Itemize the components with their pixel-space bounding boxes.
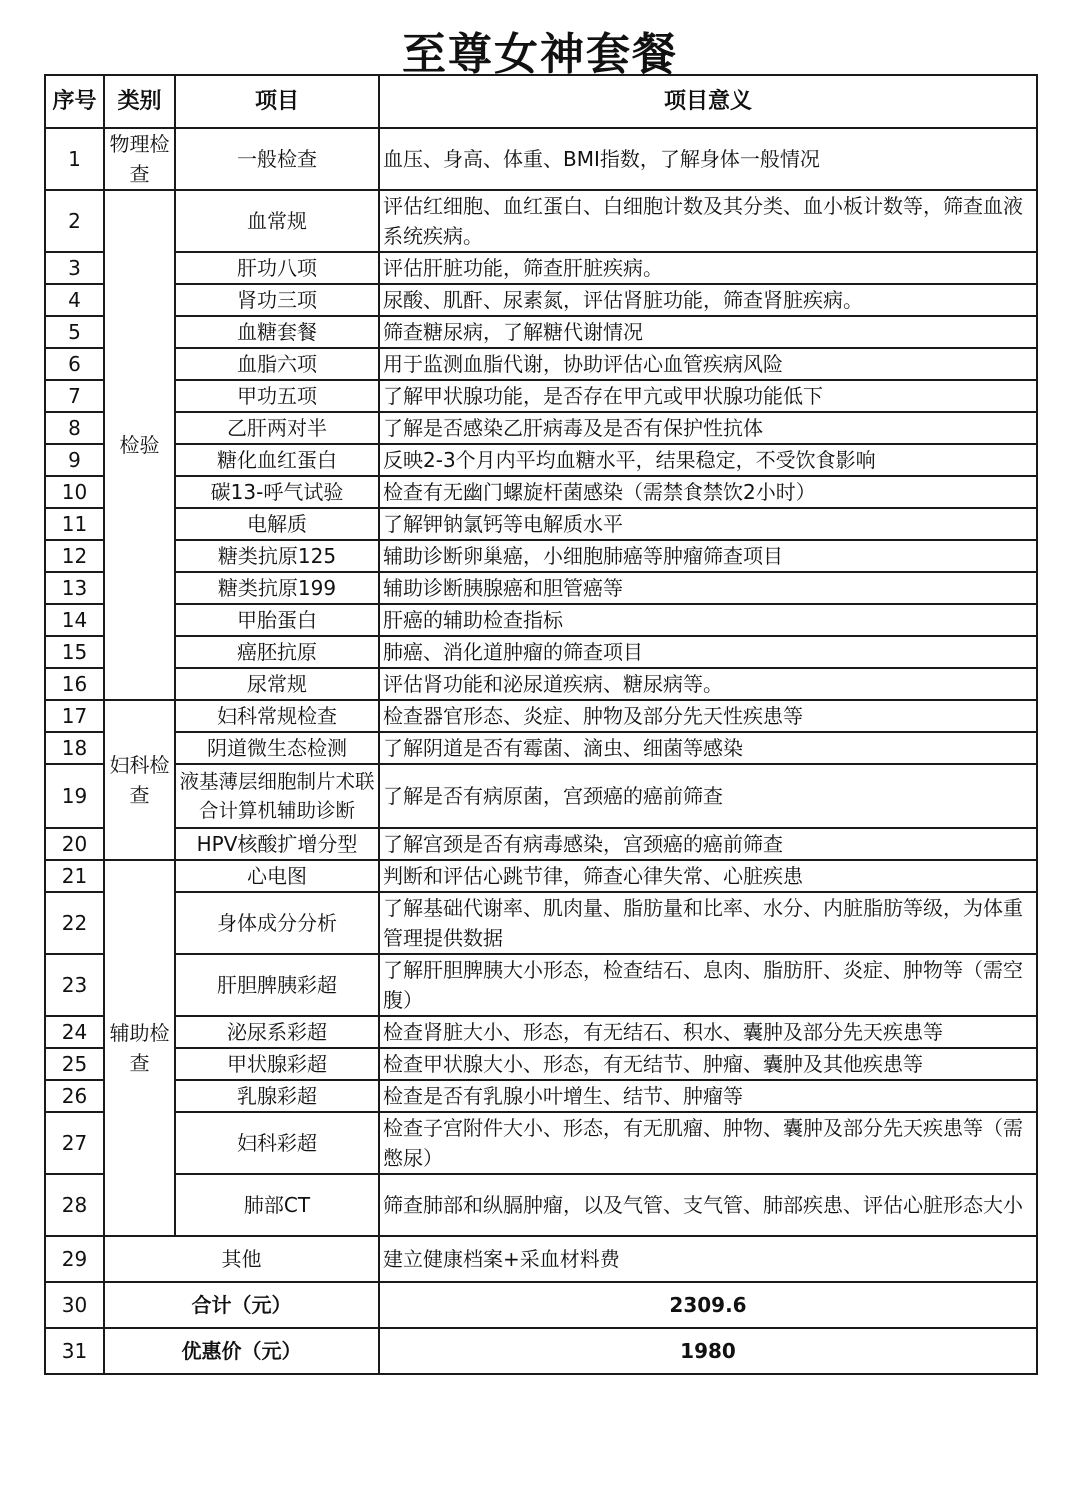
table-row [45, 636, 1037, 668]
item-cell: 血糖套餐 [175, 316, 379, 348]
total-value: 2309.6 [379, 1282, 1037, 1328]
table-row [45, 1112, 1037, 1174]
meaning-cell: 血压、身高、体重、BMI指数，了解身体一般情况 [379, 128, 1037, 190]
table-row [45, 444, 1037, 476]
item-cell: 肝功八项 [175, 252, 379, 284]
table-row [45, 380, 1037, 412]
row-number: 11 [45, 508, 104, 540]
meaning-cell: 了解甲状腺功能，是否存在甲亢或甲状腺功能低下 [379, 380, 1037, 412]
row-number: 23 [45, 954, 104, 1016]
row-number: 12 [45, 540, 104, 572]
meaning-cell: 检查器官形态、炎症、肿物及部分先天性疾患等 [379, 700, 1037, 732]
row-number: 15 [45, 636, 104, 668]
item-cell: 妇科彩超 [175, 1112, 379, 1174]
item-cell: 糖化血红蛋白 [175, 444, 379, 476]
row-number: 29 [45, 1236, 104, 1282]
meaning-cell: 了解是否有病原菌，宫颈癌的癌前筛查 [379, 764, 1037, 828]
row-number: 18 [45, 732, 104, 764]
meaning-cell: 建立健康档案+采血材料费 [379, 1236, 1037, 1282]
item-cell: 乙肝两对半 [175, 412, 379, 444]
discount-label: 优惠价（元） [104, 1328, 379, 1374]
item-cell: 碳13-呼气试验 [175, 476, 379, 508]
row-number: 16 [45, 668, 104, 700]
meaning-cell: 检查是否有乳腺小叶增生、结节、肿瘤等 [379, 1080, 1037, 1112]
row-number: 17 [45, 700, 104, 732]
row-number: 25 [45, 1048, 104, 1080]
meaning-cell: 反映2-3个月内平均血糖水平，结果稳定，不受饮食影响 [379, 444, 1037, 476]
item-cell: 血脂六项 [175, 348, 379, 380]
meaning-cell: 检查子宫附件大小、形态，有无肌瘤、肿物、囊肿及部分先天疾患等（需憋尿） [379, 1112, 1037, 1174]
row-number: 8 [45, 412, 104, 444]
table-header-row [45, 75, 1037, 128]
meaning-cell: 评估肝脏功能，筛查肝脏疾病。 [379, 252, 1037, 284]
meaning-cell: 检查甲状腺大小、形态，有无结节、肿瘤、囊肿及其他疾患等 [379, 1048, 1037, 1080]
item-cell: 尿常规 [175, 668, 379, 700]
table-row [45, 540, 1037, 572]
table-row [45, 1048, 1037, 1080]
meaning-cell: 用于监测血脂代谢，协助评估心血管疾病风险 [379, 348, 1037, 380]
table-row [45, 412, 1037, 444]
item-cell: 糖类抗原125 [175, 540, 379, 572]
table-row [45, 860, 1037, 892]
table-row [45, 1236, 1037, 1282]
meaning-cell: 检查有无幽门螺旋杆菌感染（需禁食禁饮2小时） [379, 476, 1037, 508]
category-cell: 其他 [104, 1236, 379, 1282]
table-row [45, 1174, 1037, 1236]
package-table [44, 74, 1038, 1375]
category-cell: 物理检查 [104, 128, 175, 190]
item-cell: 肾功三项 [175, 284, 379, 316]
table-row [45, 128, 1037, 190]
item-cell: 乳腺彩超 [175, 1080, 379, 1112]
discount-value: 1980 [379, 1328, 1037, 1374]
row-number: 9 [45, 444, 104, 476]
row-number: 3 [45, 252, 104, 284]
page-title: 至尊女神套餐 [402, 29, 678, 80]
header-meaning: 项目意义 [379, 75, 1037, 128]
table-row [45, 348, 1037, 380]
discount-row [45, 1328, 1037, 1374]
row-number: 26 [45, 1080, 104, 1112]
row-number: 19 [45, 764, 104, 828]
item-cell: 泌尿系彩超 [175, 1016, 379, 1048]
row-number: 24 [45, 1016, 104, 1048]
item-cell: 阴道微生态检测 [175, 732, 379, 764]
table-row [45, 732, 1037, 764]
row-number: 2 [45, 190, 104, 252]
meaning-cell: 了解阴道是否有霉菌、滴虫、细菌等感染 [379, 732, 1037, 764]
row-number: 1 [45, 128, 104, 190]
table-row [45, 954, 1037, 1016]
table-row [45, 828, 1037, 860]
row-number: 28 [45, 1174, 104, 1236]
row-number: 27 [45, 1112, 104, 1174]
item-cell: 癌胚抗原 [175, 636, 379, 668]
table-row [45, 508, 1037, 540]
row-number: 13 [45, 572, 104, 604]
table-row [45, 572, 1037, 604]
item-cell: 妇科常规检查 [175, 700, 379, 732]
meaning-cell: 了解宫颈是否有病毒感染，宫颈癌的癌前筛查 [379, 828, 1037, 860]
total-row [45, 1282, 1037, 1328]
meaning-cell: 筛查糖尿病，了解糖代谢情况 [379, 316, 1037, 348]
meaning-cell: 了解基础代谢率、肌肉量、脂肪量和比率、水分、内脏脂肪等级，为体重管理提供数据 [379, 892, 1037, 954]
table-row [45, 476, 1037, 508]
item-cell: 血常规 [175, 190, 379, 252]
item-cell: 液基薄层细胞制片术联合计算机辅助诊断 [175, 764, 379, 828]
meaning-cell: 筛查肺部和纵膈肿瘤，以及气管、支气管、肺部疾患、评估心脏形态大小 [379, 1174, 1037, 1236]
row-number: 31 [45, 1328, 104, 1374]
meaning-cell: 了解是否感染乙肝病毒及是否有保护性抗体 [379, 412, 1037, 444]
row-number: 30 [45, 1282, 104, 1328]
item-cell: 身体成分分析 [175, 892, 379, 954]
row-number: 10 [45, 476, 104, 508]
meaning-cell: 判断和评估心跳节律，筛查心律失常、心脏疾患 [379, 860, 1037, 892]
header-category: 类别 [104, 75, 175, 128]
meaning-cell: 辅助诊断胰腺癌和胆管癌等 [379, 572, 1037, 604]
item-cell: 一般检查 [175, 128, 379, 190]
table-row [45, 604, 1037, 636]
meaning-cell: 肝癌的辅助检查指标 [379, 604, 1037, 636]
row-number: 5 [45, 316, 104, 348]
total-label: 合计（元） [104, 1282, 379, 1328]
row-number: 4 [45, 284, 104, 316]
row-number: 7 [45, 380, 104, 412]
table-row [45, 764, 1037, 828]
item-cell: 肝胆脾胰彩超 [175, 954, 379, 1016]
category-cell: 检验 [104, 190, 175, 700]
table-row [45, 252, 1037, 284]
item-cell: HPV核酸扩增分型 [175, 828, 379, 860]
meaning-cell: 尿酸、肌酐、尿素氮，评估肾脏功能，筛查肾脏疾病。 [379, 284, 1037, 316]
item-cell: 心电图 [175, 860, 379, 892]
item-cell: 甲胎蛋白 [175, 604, 379, 636]
table-row [45, 1080, 1037, 1112]
row-number: 21 [45, 860, 104, 892]
table-row [45, 284, 1037, 316]
table-row [45, 700, 1037, 732]
category-cell: 妇科检查 [104, 700, 175, 860]
meaning-cell: 评估红细胞、血红蛋白、白细胞计数及其分类、血小板计数等，筛查血液系统疾病。 [379, 190, 1037, 252]
item-cell: 甲状腺彩超 [175, 1048, 379, 1080]
table-row [45, 190, 1037, 252]
meaning-cell: 评估肾功能和泌尿道疾病、糖尿病等。 [379, 668, 1037, 700]
table-row [45, 316, 1037, 348]
table-row [45, 668, 1037, 700]
meaning-cell: 检查肾脏大小、形态，有无结石、积水、囊肿及部分先天疾患等 [379, 1016, 1037, 1048]
table-row [45, 1016, 1037, 1048]
item-cell: 肺部CT [175, 1174, 379, 1236]
meaning-cell: 辅助诊断卵巢癌，小细胞肺癌等肿瘤筛查项目 [379, 540, 1037, 572]
meaning-cell: 了解钾钠氯钙等电解质水平 [379, 508, 1037, 540]
row-number: 20 [45, 828, 104, 860]
item-cell: 糖类抗原199 [175, 572, 379, 604]
meaning-cell: 了解肝胆脾胰大小形态，检查结石、息肉、脂肪肝、炎症、肿物等（需空腹） [379, 954, 1037, 1016]
meaning-cell: 肺癌、消化道肿瘤的筛查项目 [379, 636, 1037, 668]
row-number: 14 [45, 604, 104, 636]
item-cell: 甲功五项 [175, 380, 379, 412]
table-row [45, 892, 1037, 954]
header-item: 项目 [175, 75, 379, 128]
category-cell: 辅助检查 [104, 860, 175, 1236]
item-cell: 电解质 [175, 508, 379, 540]
row-number: 22 [45, 892, 104, 954]
row-number: 6 [45, 348, 104, 380]
header-no: 序号 [45, 75, 104, 128]
